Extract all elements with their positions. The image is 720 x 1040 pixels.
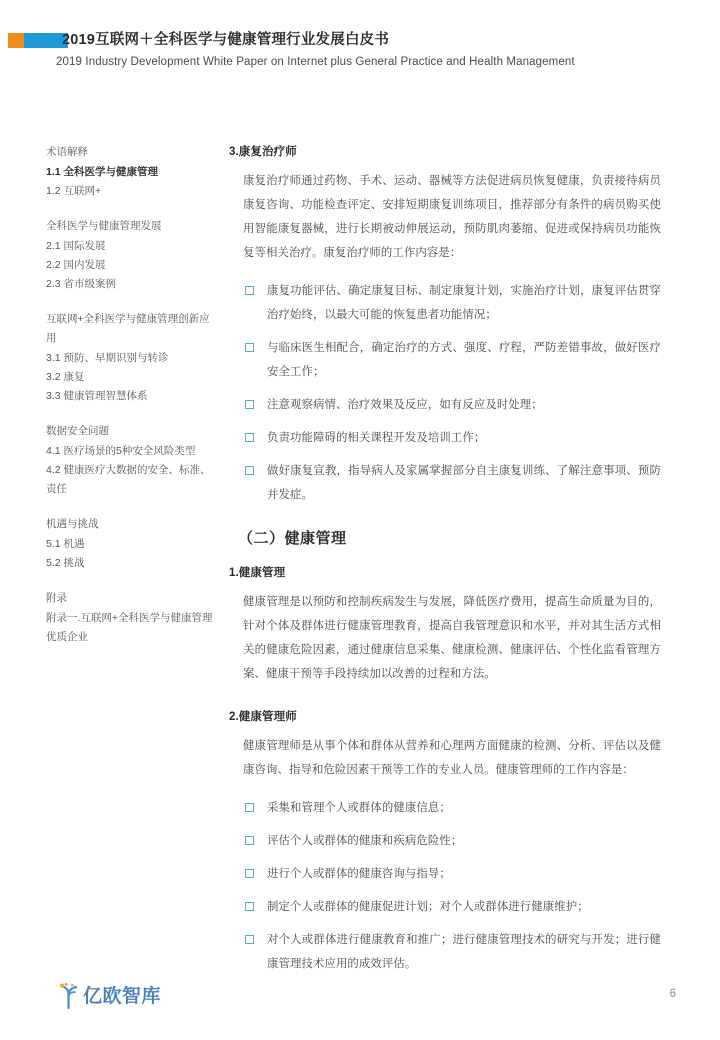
toc-group-heading: 数据安全问题 <box>46 425 109 437</box>
toc-item-2-2[interactable]: 2.2 国内发展 <box>46 259 106 271</box>
toc-group <box>46 310 216 406</box>
square-bullet-icon <box>245 433 254 442</box>
toc-item-4-1[interactable]: 4.1 医疗场景的5种安全风险类型 <box>46 445 196 457</box>
toc-group-heading: 机遇与挑战 <box>46 518 99 530</box>
toc-group-heading: 术语解释 <box>46 146 88 158</box>
list-item <box>243 796 661 820</box>
toc-item-2-1[interactable]: 2.1 国际发展 <box>46 240 106 252</box>
list-item-text: 进行个人或群体的健康咨询与指导； <box>267 868 451 880</box>
toc-item-3-2[interactable]: 3.2 康复 <box>46 371 85 383</box>
toc-group <box>46 422 216 499</box>
toc-group <box>46 589 216 647</box>
list-item <box>243 279 661 327</box>
toc-item-3-3[interactable]: 3.3 健康管理智慧体系 <box>46 390 148 402</box>
square-bullet-icon <box>245 466 254 475</box>
header-orange-block <box>8 33 24 48</box>
logo-text: 亿欧智库 <box>83 985 162 1007</box>
spacer <box>229 700 661 708</box>
header-subtitle: 2019 Industry Development White Paper on Internet plus General Practice and Health Management <box>56 56 575 68</box>
bullet-list-rehab <box>229 279 661 507</box>
main-content <box>229 143 661 982</box>
list-item <box>243 393 661 417</box>
paragraph-health-manager: 健康管理师是从事个体和群体从营养和心理两方面健康的检测、分析、评估以及健康咨询、指导和危险因素干预等工作的专业人员。健康管理师的工作内容是： <box>243 740 661 776</box>
list-item-text: 对个人或群体进行健康教育和推广；进行健康管理技术的研究与开发；进行健康管理技术应用的成效评估。 <box>267 934 661 970</box>
list-item <box>243 829 661 853</box>
toc-item-3-1[interactable]: 3.1 预防、早期识别与转诊 <box>46 352 169 364</box>
toc-group-heading: 全科医学与健康管理发展 <box>46 220 162 232</box>
toc-item-5-1[interactable]: 5.1 机遇 <box>46 538 85 550</box>
toc-item-4-2[interactable]: 4.2 健康医疗大数据的安全、标准、责任 <box>46 464 211 495</box>
toc-group <box>46 143 216 201</box>
page-header <box>0 28 720 88</box>
list-item <box>243 895 661 919</box>
list-item-text: 与临床医生相配合，确定治疗的方式、强度、疗程，严防差错事故，做好医疗安全工作； <box>267 342 661 378</box>
table-of-contents <box>46 143 216 647</box>
square-bullet-icon <box>245 869 254 878</box>
square-bullet-icon <box>245 400 254 409</box>
page-number: 6 <box>669 988 676 1000</box>
toc-item-appendix-1[interactable]: 附录一.互联网+全科医学与健康管理优质企业 <box>46 612 213 643</box>
toc-group-heading: 互联网+全科医学与健康管理创新应用 <box>46 313 210 344</box>
paragraph-health-management: 健康管理是以预防和控制疾病发生与发展，降低医疗费用，提高生命质量为目的，针对个体及群体进行健康管理教育，提高自我管理意识和水平，并对其生活方式相关的健康危险因素，通过健康信息采集、健康检测、健康评估、个性化监看管理方案、健康干预等手段持续加以改善的过程和方法。 <box>243 596 661 680</box>
heading-rehab-therapist: 3.康复治疗师 <box>229 146 297 158</box>
list-item <box>243 426 661 450</box>
toc-group <box>46 515 216 573</box>
toc-item-2-3[interactable]: 2.3 省市级案例 <box>46 278 117 290</box>
tree-logo-icon <box>57 982 81 1010</box>
square-bullet-icon <box>245 803 254 812</box>
list-item <box>243 336 661 384</box>
heading-health-manager: 2.健康管理师 <box>229 711 297 723</box>
toc-group <box>46 217 216 294</box>
toc-item-1-1[interactable]: 1.1 全科医学与健康管理 <box>46 166 159 178</box>
paragraph-rehab-therapist: 康复治疗师通过药物、手术、运动、器械等方法促进病员恢复健康，负责接待病员康复咨询、功能检查评定、安排短期康复训练项目，推荐部分有条件的病员购买使用智能康复器械，进行长期被动伸展运动，预防肌肉萎缩、促进或保持病员功能恢复等相关治疗。康复治疗师的工作内容是： <box>243 175 661 259</box>
list-item-text: 制定个人或群体的健康促进计划；对个人或群体进行健康维护； <box>267 901 589 913</box>
brand-logo <box>57 982 161 1010</box>
toc-group-heading: 附录 <box>46 592 67 604</box>
square-bullet-icon <box>245 286 254 295</box>
list-item <box>243 459 661 507</box>
list-item <box>243 862 661 886</box>
list-item <box>243 928 661 976</box>
header-color-blocks <box>8 33 68 48</box>
toc-item-5-2[interactable]: 5.2 挑战 <box>46 557 85 569</box>
square-bullet-icon <box>245 902 254 911</box>
list-item-text: 注意观察病情、治疗效果及反应，如有反应及时处理； <box>267 399 543 411</box>
heading-section-health-management: （二）健康管理 <box>238 530 347 547</box>
toc-item-1-2[interactable]: 1.2 互联网+ <box>46 185 102 197</box>
list-item-text: 采集和管理个人或群体的健康信息； <box>267 802 451 814</box>
header-title: 2019互联网＋全科医学与健康管理行业发展白皮书 <box>62 32 390 48</box>
square-bullet-icon <box>245 836 254 845</box>
heading-health-management: 1.健康管理 <box>229 567 286 579</box>
square-bullet-icon <box>245 343 254 352</box>
page-footer <box>0 975 720 1030</box>
list-item-text: 做好康复宣教，指导病人及家属掌握部分自主康复训练、了解注意事项、预防并发症。 <box>267 465 661 501</box>
bullet-list-health-manager <box>229 796 661 976</box>
list-item-text: 负责功能障碍的相关课程开发及培训工作； <box>267 432 486 444</box>
square-bullet-icon <box>245 935 254 944</box>
list-item-text: 评估个人或群体的健康和疾病危险性； <box>267 835 463 847</box>
list-item-text: 康复功能评估、确定康复目标、制定康复计划，实施治疗计划，康复评估贯穿治疗始终，以最大可能的恢复患者功能情况； <box>267 285 661 321</box>
